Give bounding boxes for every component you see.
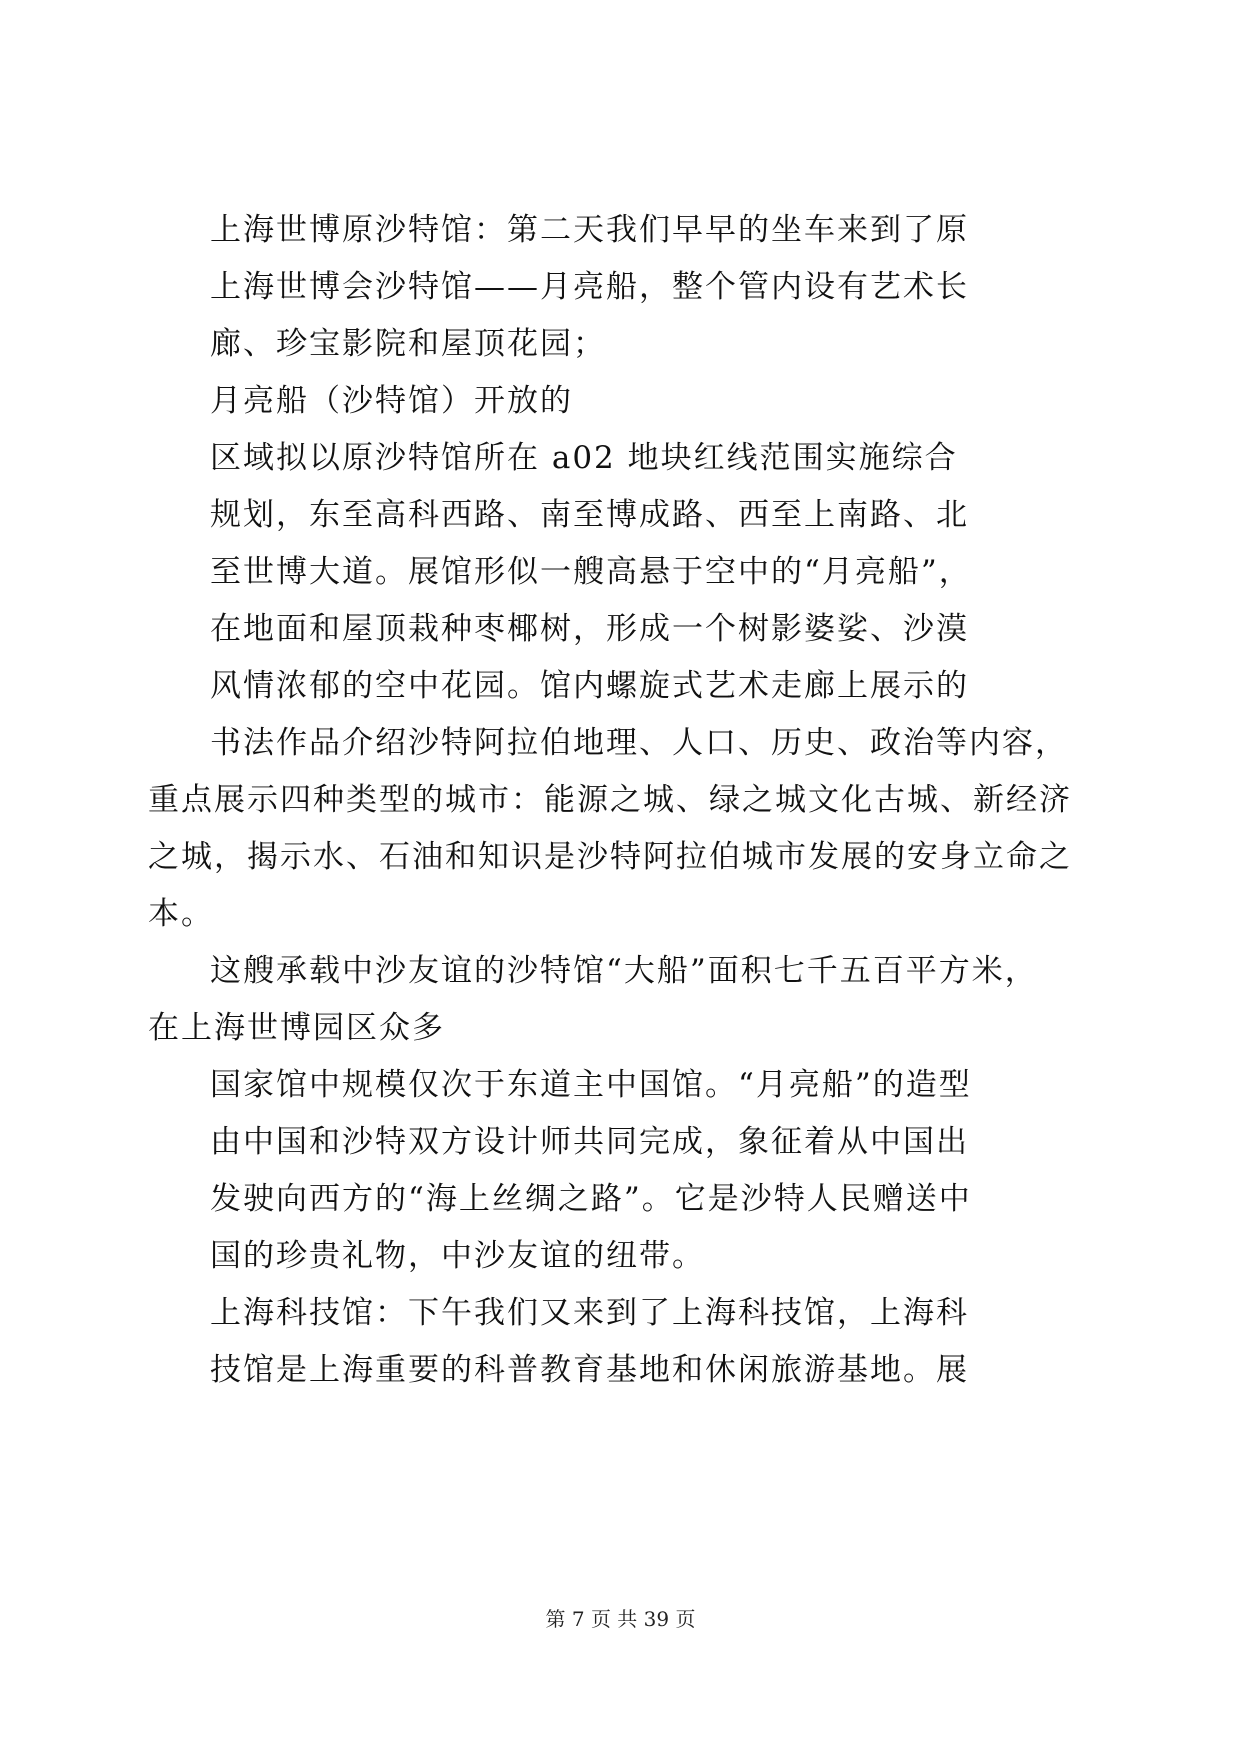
text-line-16: 国家馆中规模仅次于东道主中国馆。“月亮船”的造型 [210,1067,972,1103]
text-line-20: 上海科技馆：下午我们又来到了上海科技馆，上海科 [210,1295,969,1331]
text-line-17: 由中国和沙特双方设计师共同完成，象征着从中国出 [210,1124,969,1160]
text-line-14: 这艘承载中沙友谊的沙特馆“大船”面积七千五百平方米， [210,953,1038,989]
page-number-footer: 第 7 页 共 39 页 [545,1607,696,1631]
text-line-18: 发驶向西方的“海上丝绸之路”。它是沙特人民赠送中 [210,1181,972,1217]
text-line-6: 规划，东至高科西路、南至博成路、西至上南路、北 [210,497,969,533]
text-line-1: 上海世博原沙特馆：第二天我们早早的坐车来到了原 [210,212,969,248]
text-line-3: 廊、珍宝影院和屋顶花园； [210,326,606,362]
text-line-11: 重点展示四种类型的城市：能源之城、绿之城文化古城、新经济 [148,782,1072,818]
text-line-19: 国的珍贵礼物，中沙友谊的纽带。 [210,1238,705,1274]
text-line-21: 技馆是上海重要的科普教育基地和休闲旅游基地。展 [210,1352,969,1388]
text-line-5: 区域拟以原沙特馆所在 a02 地块红线范围实施综合 [210,440,958,476]
text-line-10: 书法作品介绍沙特阿拉伯地理、人口、历史、政治等内容， [210,725,1068,761]
text-line-4: 月亮船（沙特馆）开放的 [210,383,573,419]
text-line-2: 上海世博会沙特馆——月亮船，整个管内设有艺术长 [210,269,969,305]
text-line-9: 风情浓郁的空中花园。馆内螺旋式艺术走廊上展示的 [210,668,969,704]
text-line-12: 之城，揭示水、石油和知识是沙特阿拉伯城市发展的安身立命之 [148,839,1072,875]
text-line-8: 在地面和屋顶栽种枣椰树，形成一个树影婆娑、沙漠 [210,611,969,647]
text-line-15: 在上海世博园区众多 [148,1010,445,1046]
text-line-13: 本。 [148,896,214,932]
text-line-7: 至世博大道。展馆形似一艘高悬于空中的“月亮船”， [210,554,972,590]
